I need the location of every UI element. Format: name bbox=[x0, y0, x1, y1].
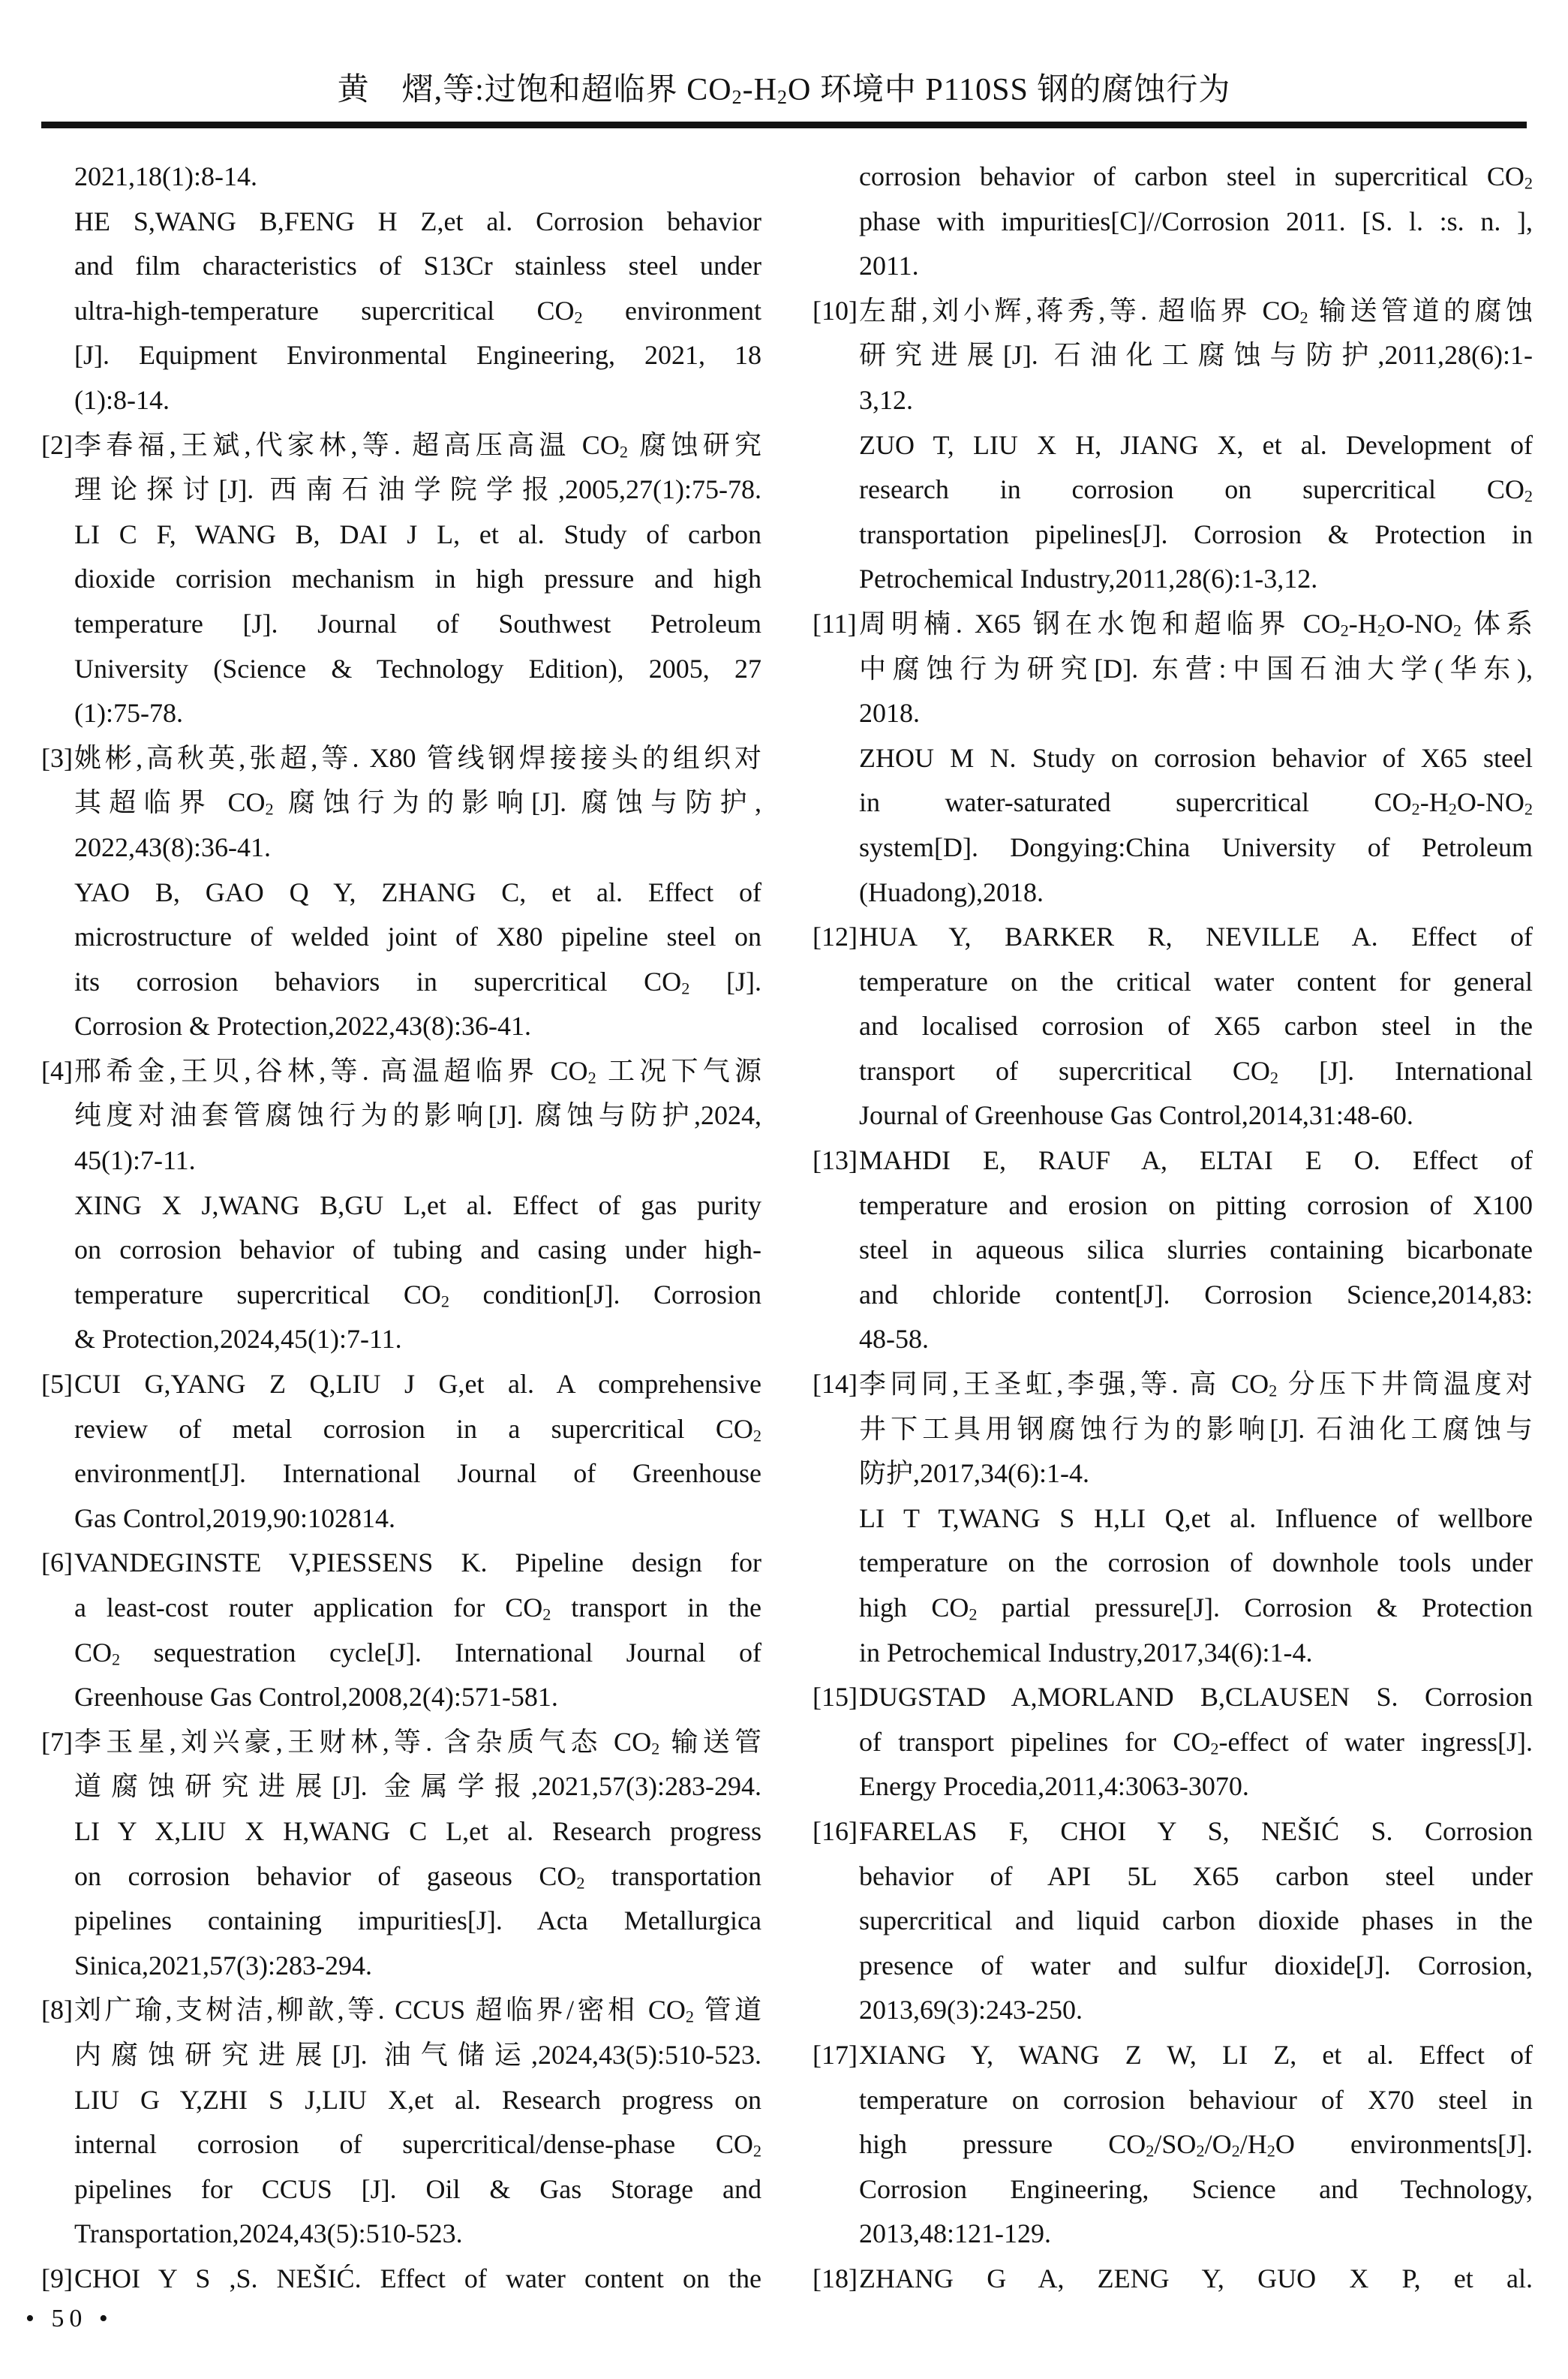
reference-text: Journal of Greenhouse Gas Control,2014,31:48-60. bbox=[859, 1100, 1413, 1131]
reference-line bbox=[41, 1004, 761, 1049]
reference-text: 2013,48:121-129. bbox=[859, 2218, 1051, 2249]
reference-text: ZHOU M N. Study on corrosion behavior of X65 steel bbox=[859, 742, 1533, 773]
reference-line bbox=[41, 244, 761, 289]
reference-text: corrosion behavior of carbon steel in supercritical $CO_2$ bbox=[859, 161, 1533, 193]
reference-line bbox=[813, 1049, 1533, 1094]
reference-text: microstructure of welded joint of X80 pipeline steel on bbox=[74, 922, 761, 952]
reference-text: in water-saturated supercritical $CO_2-H_2O-NO_2$ bbox=[859, 787, 1533, 819]
reference-line bbox=[41, 513, 761, 558]
reference-text: 周明楠. X65 钢在水饱和超临界 $CO_2-H_2O-NO_2$ 体系 bbox=[859, 608, 1533, 640]
reference-text: on corrosion behavior of gaseous $CO_2$ transportation bbox=[74, 1860, 761, 1893]
reference-text: Sinica,2021,57(3):283-294. bbox=[74, 1950, 372, 1980]
reference-line bbox=[41, 1451, 761, 1496]
reference-line bbox=[41, 200, 761, 245]
reference-line bbox=[41, 1764, 761, 1809]
reference-line bbox=[41, 1541, 761, 1586]
reference-text: behavior of API 5L X65 carbon steel under bbox=[859, 1860, 1533, 1891]
reference-number: [16] bbox=[813, 1815, 858, 1846]
reference-text: Corrosion & Protection,2022,43(8):36-41. bbox=[74, 1011, 531, 1042]
reference-text: 2013,69(3):243-250. bbox=[859, 1995, 1083, 2026]
reference-text: & Protection,2024,45(1):7-11. bbox=[74, 1324, 402, 1355]
reference-text: 其超临界 $CO_2$ 腐蚀行为的影响[J]. 腐蚀与防护, bbox=[74, 787, 761, 819]
reference-number: [11] bbox=[813, 608, 857, 639]
reference-text: 内腐蚀研究进展[J]. 油气储运,2024,43(5):510-523. bbox=[74, 2039, 761, 2070]
reference-text: (Huadong),2018. bbox=[859, 877, 1044, 907]
reference-text: supercritical and liquid carbon dioxide phases in the bbox=[859, 1905, 1533, 1936]
reference-line bbox=[813, 1586, 1533, 1631]
reference-line bbox=[41, 780, 761, 826]
references-right-column bbox=[813, 155, 1533, 2302]
reference-number: [14] bbox=[813, 1369, 858, 1400]
reference-text: transportation pipelines[J]. Corrosion & Protection in bbox=[859, 519, 1533, 549]
reference-text: Energy Procedia,2011,4:3063-3070. bbox=[859, 1771, 1249, 1802]
references-left-column bbox=[41, 155, 761, 2302]
reference-line bbox=[813, 155, 1533, 200]
reference-text: Transportation,2024,43(5):510-523. bbox=[74, 2218, 463, 2249]
reference-text: a least-cost router application for $CO_2$ transport in the bbox=[74, 1593, 761, 1624]
reference-line bbox=[41, 691, 761, 736]
reference-line bbox=[813, 1183, 1533, 1229]
reference-line bbox=[813, 1273, 1533, 1318]
reference-line bbox=[41, 1720, 761, 1765]
reference-number: [15] bbox=[813, 1682, 858, 1713]
reference-line bbox=[813, 200, 1533, 245]
reference-number: [8] bbox=[41, 1995, 73, 2026]
reference-line bbox=[813, 780, 1533, 826]
reference-text: XIANG Y, WANG Z W, LI Z, et al. Effect of bbox=[859, 2039, 1533, 2070]
reference-text: $CO_2$ sequestration cycle[J]. International Journal of bbox=[74, 1637, 761, 1669]
reference-line bbox=[41, 1273, 761, 1318]
reference-line bbox=[41, 736, 761, 781]
reference-number: [7] bbox=[41, 1726, 73, 1757]
reference-line bbox=[41, 557, 761, 602]
reference-line bbox=[41, 1093, 761, 1138]
reference-text: CHOI Y S ,S. NEŠIĆ. Effect of water content on the bbox=[74, 2263, 761, 2293]
reference-line bbox=[41, 468, 761, 513]
reference-line bbox=[41, 1407, 761, 1452]
reference-line bbox=[41, 1496, 761, 1541]
reference-number: [12] bbox=[813, 922, 858, 952]
reference-line bbox=[813, 557, 1533, 602]
page-header-title: 黄 熠,等:过饱和超临界 $CO_2-H_2O$ 环境中 P110SS 钢的腐蚀行为 bbox=[337, 73, 1231, 109]
reference-line bbox=[813, 1899, 1533, 1944]
reference-text: high pressure $CO_2/SO_2/O_2/H_2O$ environments[J]. bbox=[859, 2129, 1533, 2161]
reference-line bbox=[813, 1809, 1533, 1854]
reference-text: LIU G Y,ZHI S J,LIU X,et al. Research progress on bbox=[74, 2084, 761, 2115]
reference-line bbox=[813, 826, 1533, 871]
reference-text: 2022,43(8):36-41. bbox=[74, 832, 271, 862]
reference-text: temperature [J]. Journal of Southwest Petroleum bbox=[74, 608, 761, 639]
reference-number: [18] bbox=[813, 2263, 858, 2293]
reference-text: 2021,18(1):8-14. bbox=[74, 161, 257, 191]
reference-number: [10] bbox=[813, 295, 858, 326]
reference-line bbox=[813, 2122, 1533, 2167]
reference-line bbox=[813, 1138, 1533, 1183]
reference-line bbox=[41, 1854, 761, 1899]
reference-text: CUI G,YANG Z Q,LIU J G,et al. A comprehensive bbox=[74, 1369, 761, 1400]
reference-text: (1):75-78. bbox=[74, 698, 183, 729]
reference-text: 李玉星,刘兴豪,王财林,等. 含杂质气态 $CO_2$ 输送管 bbox=[74, 1726, 761, 1758]
reference-line bbox=[813, 1093, 1533, 1138]
reference-line bbox=[813, 2078, 1533, 2123]
reference-line bbox=[41, 2078, 761, 2123]
reference-text: 刘广瑜,支树洁,柳歆,等. CCUS 超临界/密相 $CO_2$ 管道 bbox=[74, 1995, 761, 2026]
reference-text: Gas Control,2019,90:102814. bbox=[74, 1502, 395, 1533]
reference-text: pipelines for CCUS [J]. Oil & Gas Storage and bbox=[74, 2173, 761, 2204]
reference-line bbox=[41, 2212, 761, 2257]
reference-text: LI T T,WANG S H,LI Q,et al. Influence of wellbore bbox=[859, 1502, 1533, 1533]
reference-text: system[D]. Dongying:China University of Petroleum bbox=[859, 832, 1533, 862]
reference-text: steel in aqueous silica slurries containing bicarbonate bbox=[859, 1235, 1533, 1265]
reference-line bbox=[41, 1317, 761, 1362]
header-rule bbox=[41, 122, 1527, 128]
reference-line bbox=[41, 1586, 761, 1631]
reference-number: [17] bbox=[813, 2039, 858, 2070]
reference-text: [J]. Equipment Environmental Engineering, 2021, 18 bbox=[74, 340, 761, 371]
reference-line bbox=[813, 378, 1533, 423]
reference-text: 防护,2017,34(6):1-4. bbox=[859, 1458, 1089, 1489]
reference-line bbox=[41, 1675, 761, 1720]
reference-line bbox=[41, 1049, 761, 1094]
reference-text: HUA Y, BARKER R, NEVILLE A. Effect of bbox=[859, 922, 1533, 952]
reference-line bbox=[813, 691, 1533, 736]
reference-text: high $CO_2$ partial pressure[J]. Corrosion & Protection bbox=[859, 1593, 1533, 1624]
reference-text: 理论探讨[J]. 西南石油学院学报,2005,27(1):75-78. bbox=[74, 474, 761, 505]
reference-line bbox=[813, 1944, 1533, 1989]
reference-line bbox=[813, 289, 1533, 334]
reference-line bbox=[41, 2033, 761, 2078]
reference-line bbox=[41, 1809, 761, 1854]
reference-text: internal corrosion of supercritical/dense-phase $CO_2$ bbox=[74, 2129, 761, 2161]
reference-line bbox=[41, 1228, 761, 1273]
reference-line bbox=[813, 1675, 1533, 1720]
reference-text: pipelines containing impurities[J]. Acta Metallurgica bbox=[74, 1905, 761, 1936]
reference-text: 纯度对油套管腐蚀行为的影响[J]. 腐蚀与防护,2024, bbox=[74, 1100, 761, 1131]
reference-line bbox=[813, 468, 1533, 513]
reference-line bbox=[41, 2122, 761, 2167]
reference-text: University (Science & Technology Edition), 2005, 27 bbox=[74, 653, 761, 684]
reference-line bbox=[41, 1899, 761, 1944]
reference-number: [13] bbox=[813, 1145, 858, 1176]
reference-text: temperature on the corrosion of downhole tools under bbox=[859, 1547, 1533, 1578]
reference-number: [2] bbox=[41, 429, 73, 460]
reference-line bbox=[813, 1451, 1533, 1496]
reference-text: in Petrochemical Industry,2017,34(6):1-4. bbox=[859, 1637, 1313, 1668]
reference-text: temperature supercritical $CO_2$ condition[J]. Corrosion bbox=[74, 1279, 761, 1311]
reference-line bbox=[41, 960, 761, 1005]
reference-text: 左甜,刘小辉,蒋秀,等. 超临界 $CO_2$ 输送管道的腐蚀 bbox=[859, 295, 1533, 327]
reference-text: of transport pipelines for $CO_2$-effect of water ingress[J]. bbox=[859, 1726, 1533, 1758]
reference-line bbox=[41, 1183, 761, 1229]
reference-line bbox=[41, 378, 761, 423]
reference-line bbox=[41, 1944, 761, 1989]
reference-text: 2018. bbox=[859, 698, 920, 729]
reference-line bbox=[41, 155, 761, 200]
page-number: • 50 • bbox=[26, 2305, 113, 2332]
reference-text: research in corrosion on supercritical $CO_2$ bbox=[859, 474, 1533, 506]
reference-line bbox=[813, 2033, 1533, 2078]
reference-line bbox=[813, 1407, 1533, 1452]
reference-number: [5] bbox=[41, 1369, 73, 1400]
reference-line bbox=[813, 1228, 1533, 1273]
reference-line bbox=[813, 915, 1533, 960]
reference-line bbox=[813, 1004, 1533, 1049]
reference-line bbox=[41, 826, 761, 871]
reference-text: ZHANG G A, ZENG Y, GUO X P, et al. bbox=[859, 2263, 1533, 2293]
reference-text: and localised corrosion of X65 carbon steel in the bbox=[859, 1011, 1533, 1042]
reference-line bbox=[41, 647, 761, 692]
reference-text: Greenhouse Gas Control,2008,2(4):571-581. bbox=[74, 1682, 558, 1713]
reference-text: and chloride content[J]. Corrosion Science,2014,83: bbox=[859, 1279, 1533, 1310]
reference-line bbox=[41, 1138, 761, 1183]
reference-text: 道腐蚀研究进展[J]. 金属学报,2021,57(3):283-294. bbox=[74, 1771, 761, 1802]
reference-text: 李同同,王圣虹,李强,等. 高 $CO_2$ 分压下井筒温度对 bbox=[859, 1369, 1533, 1400]
reference-line bbox=[41, 915, 761, 960]
reference-text: temperature on corrosion behaviour of X70 steel in bbox=[859, 2084, 1533, 2115]
reference-text: 中腐蚀行为研究[D]. 东营:中国石油大学(华东), bbox=[859, 653, 1533, 684]
reference-line bbox=[813, 1764, 1533, 1809]
reference-text: YAO B, GAO Q Y, ZHANG C, et al. Effect of bbox=[74, 877, 761, 907]
reference-line bbox=[813, 1541, 1533, 1586]
reference-text: Petrochemical Industry,2011,28(6):1-3,12. bbox=[859, 564, 1318, 594]
reference-line bbox=[41, 289, 761, 334]
reference-text: 姚彬,高秋英,张超,等. X80 管线钢焊接接头的组织对 bbox=[74, 742, 761, 773]
reference-line bbox=[41, 423, 761, 468]
reference-text: on corrosion behavior of tubing and casing under high- bbox=[74, 1235, 761, 1265]
reference-line bbox=[813, 1854, 1533, 1899]
reference-text: temperature and erosion on pitting corrosion of X100 bbox=[859, 1190, 1533, 1220]
reference-text: phase with impurities[C]//Corrosion 2011. [S. l. :s. n. ], bbox=[859, 206, 1533, 236]
reference-line bbox=[813, 244, 1533, 289]
reference-line bbox=[813, 1317, 1533, 1362]
reference-line bbox=[813, 602, 1533, 647]
reference-line bbox=[813, 1496, 1533, 1541]
reference-text: 邢希金,王贝,谷林,等. 高温超临界 $CO_2$ 工况下气源 bbox=[74, 1055, 761, 1087]
reference-text: ZUO T, LIU X H, JIANG X, et al. Development of bbox=[859, 429, 1533, 460]
reference-line bbox=[41, 871, 761, 916]
reference-text: Corrosion Engineering, Science and Technology, bbox=[859, 2173, 1533, 2204]
reference-line bbox=[813, 2212, 1533, 2257]
reference-text: dioxide corrision mechanism in high pressure and high bbox=[74, 564, 761, 594]
reference-text: transport of supercritical $CO_2$ [J]. International bbox=[859, 1055, 1533, 1087]
reference-number: [9] bbox=[41, 2263, 73, 2293]
reference-text: environment[J]. International Journal of Greenhouse bbox=[74, 1458, 761, 1489]
reference-text: 研究进展[J]. 石油化工腐蚀与防护,2011,28(6):1- bbox=[859, 340, 1533, 371]
reference-line bbox=[41, 333, 761, 378]
reference-line bbox=[813, 1988, 1533, 2033]
reference-text: 2011. bbox=[859, 251, 919, 281]
reference-line bbox=[813, 871, 1533, 916]
reference-text: DUGSTAD A,MORLAND B,CLAUSEN S. Corrosion bbox=[859, 1682, 1533, 1713]
reference-text: its corrosion behaviors in supercritical $CO_2$ [J]. bbox=[74, 966, 761, 998]
reference-text: VANDEGINSTE V,PIESSENS K. Pipeline design for bbox=[74, 1547, 761, 1578]
reference-text: review of metal corrosion in a supercritical $CO_2$ bbox=[74, 1413, 761, 1445]
reference-text: temperature on the critical water content for general bbox=[859, 966, 1533, 997]
reference-line bbox=[813, 960, 1533, 1005]
reference-line bbox=[813, 513, 1533, 558]
reference-line bbox=[41, 2167, 761, 2212]
reference-text: 45(1):7-11. bbox=[74, 1145, 196, 1176]
reference-text: HE S,WANG B,FENG H Z,et al. Corrosion behavior bbox=[74, 206, 761, 236]
reference-text: 井下工具用钢腐蚀行为的影响[J]. 石油化工腐蚀与 bbox=[859, 1413, 1533, 1444]
reference-number: [6] bbox=[41, 1547, 73, 1578]
reference-line bbox=[813, 423, 1533, 468]
reference-text: 李春福,王斌,代家林,等. 超高压高温 $CO_2$ 腐蚀研究 bbox=[74, 429, 761, 462]
reference-text: ultra-high-temperature supercritical $CO_2$ environment bbox=[74, 295, 761, 327]
reference-line bbox=[41, 1362, 761, 1407]
reference-text: LI Y X,LIU X H,WANG C L,et al. Research progress bbox=[74, 1815, 761, 1846]
reference-text: LI C F, WANG B, DAI J L, et al. Study of carbon bbox=[74, 519, 761, 549]
reference-line bbox=[813, 2167, 1533, 2212]
reference-line bbox=[813, 736, 1533, 781]
reference-line bbox=[813, 1362, 1533, 1407]
reference-line bbox=[41, 1631, 761, 1676]
reference-number: [4] bbox=[41, 1055, 73, 1086]
reference-text: presence of water and sulfur dioxide[J]. Corrosion, bbox=[859, 1950, 1533, 1980]
reference-line bbox=[813, 2257, 1533, 2302]
reference-line bbox=[41, 602, 761, 647]
reference-line bbox=[41, 2257, 761, 2302]
reference-text: (1):8-14. bbox=[74, 384, 170, 415]
reference-line bbox=[813, 333, 1533, 378]
reference-text: 48-58. bbox=[859, 1324, 929, 1355]
reference-text: XING X J,WANG B,GU L,et al. Effect of gas purity bbox=[74, 1190, 761, 1220]
reference-line bbox=[813, 647, 1533, 692]
reference-text: MAHDI E, RAUF A, ELTAI E O. Effect of bbox=[859, 1145, 1533, 1176]
reference-text: 3,12. bbox=[859, 384, 913, 415]
reference-line bbox=[41, 1988, 761, 2033]
reference-line bbox=[813, 1631, 1533, 1676]
reference-line bbox=[813, 1720, 1533, 1765]
reference-number: [3] bbox=[41, 742, 73, 773]
reference-text: and film characteristics of S13Cr stainless steel under bbox=[74, 251, 761, 281]
reference-text: FARELAS F, CHOI Y S, NEŠIĆ S. Corrosion bbox=[859, 1815, 1533, 1846]
